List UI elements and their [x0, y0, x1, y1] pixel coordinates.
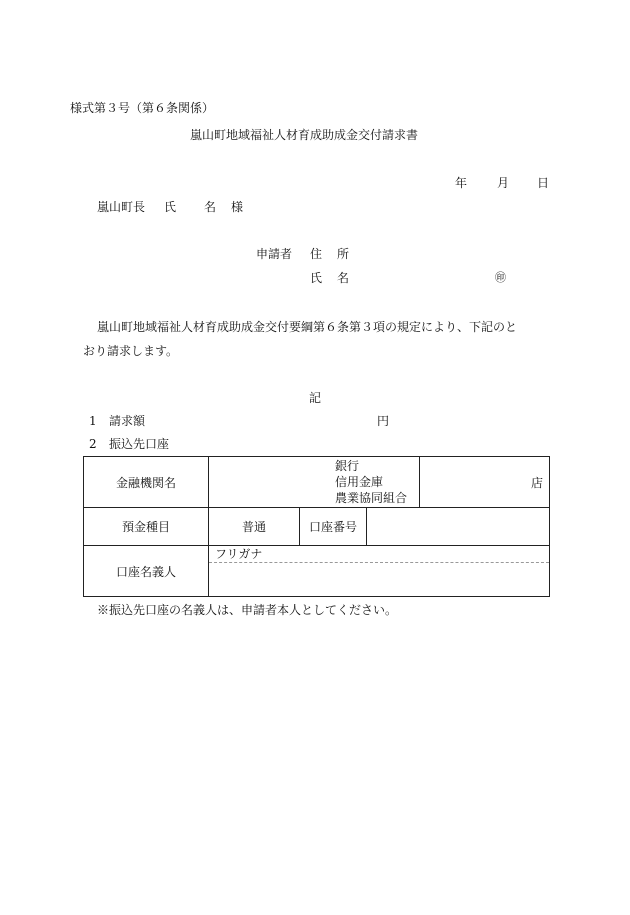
address-label-1: 住 [310, 247, 323, 261]
account-number-label: 口座番号 [300, 508, 367, 546]
item-2-number: 2 [89, 437, 97, 451]
account-holder-name-row[interactable] [209, 563, 549, 595]
institution-type-credit-union: 信用金庫 [335, 475, 384, 489]
addressee-position: 嵐山町長 [97, 200, 146, 214]
item-1-number: 1 [89, 414, 97, 428]
deposit-type-label: 預金種目 [84, 508, 209, 546]
institution-row [84, 457, 550, 508]
item-2-label: 振込先口座 [109, 437, 170, 451]
date-year: 年 [455, 176, 468, 190]
account-note: ※振込先口座の名義人は、申請者本人としてください。 [97, 603, 398, 617]
form-number: 様式第３号（第６条関係） [70, 101, 215, 115]
institution-name-field[interactable] [209, 457, 420, 508]
deposit-row [84, 508, 550, 546]
institution-type-bank: 銀行 [335, 459, 360, 473]
ki-heading: 記 [309, 391, 322, 405]
bank-account-table [83, 456, 550, 597]
document-title: 嵐山町地域福祉人材育成助成金交付請求書 [190, 128, 419, 142]
account-holder-label: 口座名義人 [84, 546, 209, 597]
name-label-1: 氏 [310, 271, 323, 285]
seal-mark-icon: ㊞ [495, 271, 506, 284]
furigana-row [209, 546, 549, 563]
date-month: 月 [497, 176, 510, 190]
deposit-type-value: 普通 [209, 508, 300, 546]
addressee-shi: 氏 [164, 200, 177, 214]
account-holder-field[interactable] [209, 546, 550, 597]
applicant-label: 申請者 [256, 247, 293, 261]
address-label-2: 所 [337, 247, 350, 261]
institution-type-agri-coop: 農業協同組合 [335, 491, 408, 505]
branch-name-field[interactable] [420, 457, 550, 508]
account-holder-row [84, 546, 550, 597]
addressee-sama: 様 [231, 200, 244, 214]
institution-type-list [209, 458, 419, 506]
furigana-label: フリガナ [215, 547, 263, 561]
branch-suffix: 店 [531, 475, 544, 490]
name-label-2: 名 [337, 271, 350, 285]
body-line-1: 嵐山町地域福祉人材育成助成金交付要綱第６条第３項の規定により、下記のと [97, 320, 518, 334]
addressee-mei: 名 [204, 200, 217, 214]
item-1-label: 請求額 [109, 414, 146, 428]
item-1-unit: 円 [377, 414, 390, 428]
account-number-field[interactable] [367, 508, 550, 546]
body-line-2: おり請求します。 [83, 344, 179, 358]
institution-label: 金融機関名 [84, 457, 209, 508]
date-day: 日 [537, 176, 550, 190]
